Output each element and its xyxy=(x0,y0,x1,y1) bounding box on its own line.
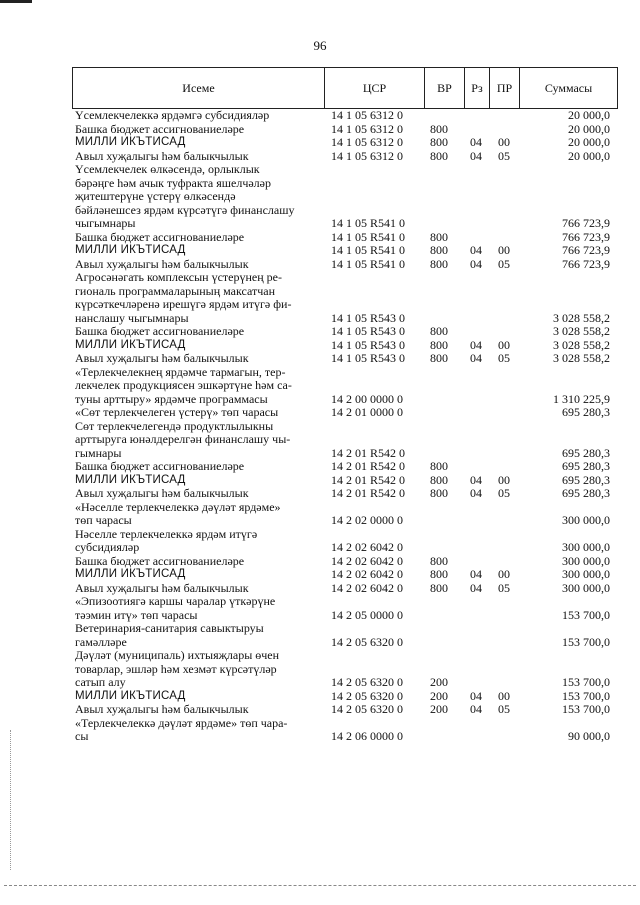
row-vr: 800 xyxy=(430,351,448,365)
row-name xyxy=(72,649,324,690)
row-name-line: Авыл хуҗалыгы һәм балыкчылык xyxy=(75,148,249,163)
row-pr: 00 xyxy=(498,688,510,703)
row-csr: 14 2 01 R542 0 xyxy=(331,472,406,487)
row-vr: 200 xyxy=(430,688,448,703)
row-name xyxy=(72,244,324,258)
row-name-line: Башка бюджет ассигнованиеләре xyxy=(75,553,245,568)
row-name xyxy=(72,231,324,245)
table-row xyxy=(72,339,618,353)
row-name xyxy=(72,717,324,744)
row-sum: 153 700,0 xyxy=(562,675,610,689)
row-csr: 14 1 05 6312 0 xyxy=(331,108,403,122)
table-row xyxy=(72,555,618,569)
row-sum: 3 028 558,2 xyxy=(553,351,610,365)
row-name-line: төп чарасы xyxy=(75,513,132,527)
row-name xyxy=(72,258,324,272)
row-name xyxy=(72,528,324,555)
row-name-line: Авыл хуҗалыгы һәм балыкчылык xyxy=(75,351,249,365)
row-rz: 04 xyxy=(470,688,482,703)
row-name-line: арттыруга юнәлдерелгән финанслашу чы- xyxy=(75,432,291,446)
row-vr: 800 xyxy=(430,580,448,595)
row-name-line: сатып алу xyxy=(75,675,126,689)
row-name-line: гымнары xyxy=(75,445,122,460)
row-csr: 14 2 02 6042 0 xyxy=(331,553,403,568)
row-vr: 800 xyxy=(430,486,448,500)
row-name-line: «Эпизоотиягә каршы чаралар үткәрүне xyxy=(75,594,276,608)
row-rz: 04 xyxy=(470,148,482,163)
row-csr: 14 2 01 R542 0 xyxy=(331,459,406,473)
row-vr: 800 xyxy=(430,472,448,487)
row-vr: 800 xyxy=(430,553,448,568)
row-name xyxy=(72,352,324,366)
row-sum: 20 000,0 xyxy=(568,121,610,136)
row-csr: 14 2 06 0000 0 xyxy=(331,729,403,743)
row-sum: 300 000,0 xyxy=(562,540,610,554)
table-row xyxy=(72,622,618,649)
row-csr: 14 1 05 R543 0 xyxy=(331,310,406,325)
row-sum: 153 700,0 xyxy=(562,688,610,703)
row-name-line: Дәүләт (муниципаль) ихтыяҗлары өчен xyxy=(75,648,280,662)
row-name-line: Үсемлекчелек өлкәсендә, орлыклык xyxy=(75,162,260,176)
row-pr: 05 xyxy=(498,702,510,716)
row-name xyxy=(72,420,324,461)
table-row xyxy=(72,123,618,137)
row-sum: 3 028 558,2 xyxy=(553,324,610,338)
row-sum: 766 723,9 xyxy=(562,229,610,244)
row-vr: 800 xyxy=(430,148,448,163)
row-name-line: Агросәнәгать комплексын үстерүнең ре- xyxy=(75,270,282,284)
row-csr: 14 1 05 R543 0 xyxy=(331,351,406,365)
row-csr: 14 2 02 6042 0 xyxy=(331,567,403,581)
table-row xyxy=(72,717,618,744)
table-row xyxy=(72,366,618,407)
row-pr: 00 xyxy=(498,243,510,257)
row-name-line: нанслашу чыгымнары xyxy=(75,310,189,325)
table-body xyxy=(72,109,618,744)
row-name-line: МИЛЛИ ИКЪТИСАД xyxy=(75,689,186,702)
row-csr: 14 1 05 6312 0 xyxy=(331,121,403,136)
table-row xyxy=(72,460,618,474)
row-sum: 300 000,0 xyxy=(562,553,610,568)
table-row xyxy=(72,325,618,339)
header-pr: ПР xyxy=(490,68,520,108)
header-csr: ЦСР xyxy=(325,68,425,108)
row-sum: 300 000,0 xyxy=(562,567,610,581)
row-pr: 00 xyxy=(498,337,510,352)
row-name-line: МИЛЛИ ИКЪТИСАД xyxy=(75,568,186,580)
table-row xyxy=(72,109,618,123)
row-name-line: сы xyxy=(75,729,89,743)
table-row xyxy=(72,595,618,622)
page-number: 96 xyxy=(313,38,327,53)
row-name xyxy=(72,109,324,123)
header-name: Исеме xyxy=(73,68,325,108)
row-csr: 14 2 01 R542 0 xyxy=(331,486,406,500)
row-name-line: «Терлекчелекнең ярдәмче тармагын, тер- xyxy=(75,364,286,379)
row-pr: 00 xyxy=(498,472,510,487)
row-sum: 695 280,3 xyxy=(562,472,610,487)
table-row xyxy=(72,420,618,461)
row-name xyxy=(72,487,324,501)
row-sum: 766 723,9 xyxy=(562,256,610,271)
row-pr: 00 xyxy=(498,135,510,149)
row-name xyxy=(72,325,324,339)
row-pr: 05 xyxy=(498,148,510,163)
scan-bottom-line xyxy=(4,885,636,886)
row-sum: 3 028 558,2 xyxy=(553,337,610,352)
row-csr: 14 1 05 6312 0 xyxy=(331,148,403,163)
row-name-line: «Нәселле терлекчелеккә дәүләт ярдәме» xyxy=(75,499,281,514)
table-row xyxy=(72,703,618,717)
row-csr: 14 1 05 R541 0 xyxy=(331,229,406,244)
row-name-line: Башка бюджет ассигнованиеләре xyxy=(75,229,245,244)
table-row xyxy=(72,501,618,528)
row-sum: 153 700,0 xyxy=(562,702,610,716)
row-name-line: МИЛЛИ ИКЪТИСАД xyxy=(75,244,186,256)
budget-table xyxy=(72,67,618,744)
row-csr: 14 1 05 R541 0 xyxy=(331,216,406,230)
row-vr: 800 xyxy=(430,256,448,271)
row-name xyxy=(72,568,324,582)
table-row xyxy=(72,136,618,150)
row-sum: 20 000,0 xyxy=(568,135,610,149)
row-vr: 800 xyxy=(430,459,448,473)
row-name-line: Авыл хуҗалыгы һәм балыкчылык xyxy=(75,486,249,500)
row-name-line: Сөт терлекчелегендә продуктлылыкны xyxy=(75,418,274,433)
row-name-line: лекчелек продукциясен эшкәртүне һәм са- xyxy=(75,378,292,392)
row-csr: 14 1 05 R541 0 xyxy=(331,243,406,257)
row-name xyxy=(72,271,324,325)
row-pr: 00 xyxy=(498,567,510,581)
row-name-line: Башка бюджет ассигнованиеләре xyxy=(75,324,245,338)
row-sum: 695 280,3 xyxy=(562,445,610,460)
row-name xyxy=(72,123,324,137)
row-name xyxy=(72,690,324,704)
row-csr: 14 2 01 R542 0 xyxy=(331,445,406,460)
table-row xyxy=(72,150,618,164)
row-name-line: товарлар, эшләр һәм хезмәт күрсәтүләр xyxy=(75,661,277,676)
scan-corner-mark xyxy=(0,0,32,3)
row-csr: 14 2 05 6320 0 xyxy=(331,702,403,716)
row-name-line: күрсәткечләренә ирешүгә ярдәм итүгә фи- xyxy=(75,297,292,311)
table-row xyxy=(72,487,618,501)
row-rz: 04 xyxy=(470,243,482,257)
row-name xyxy=(72,150,324,164)
row-sum: 153 700,0 xyxy=(562,607,610,622)
row-rz: 04 xyxy=(470,135,482,149)
row-vr: 800 xyxy=(430,243,448,257)
row-sum: 300 000,0 xyxy=(562,580,610,595)
row-name xyxy=(72,555,324,569)
table-row xyxy=(72,582,618,596)
row-pr: 05 xyxy=(498,256,510,271)
row-name xyxy=(72,406,324,420)
row-name-line: Авыл хуҗалыгы һәм балыкчылык xyxy=(75,702,249,716)
row-name-line: Башка бюджет ассигнованиеләре xyxy=(75,121,245,136)
row-csr: 14 2 05 6320 0 xyxy=(331,634,403,649)
row-vr: 800 xyxy=(430,229,448,244)
row-sum: 90 000,0 xyxy=(568,729,610,743)
table-row xyxy=(72,690,618,704)
row-csr: 14 1 05 R543 0 xyxy=(331,324,406,338)
row-name-line: чыгымнары xyxy=(75,216,136,230)
row-name-line: Авыл хуҗалыгы һәм балыкчылык xyxy=(75,256,249,271)
row-rz: 04 xyxy=(470,351,482,365)
row-name-line: «Терлекчелеккә дәүләт ярдәме» төп чара- xyxy=(75,715,288,730)
table-row xyxy=(72,568,618,582)
row-name-line: МИЛЛИ ИКЪТИСАД xyxy=(75,136,186,148)
row-csr: 14 2 05 6320 0 xyxy=(331,675,403,689)
row-rz: 04 xyxy=(470,567,482,581)
table-row xyxy=(72,163,618,231)
row-sum: 300 000,0 xyxy=(562,513,610,527)
row-pr: 05 xyxy=(498,351,510,365)
table-row xyxy=(72,649,618,690)
row-csr: 14 2 02 6042 0 xyxy=(331,580,403,595)
table-row xyxy=(72,231,618,245)
row-name xyxy=(72,339,324,353)
row-name-line: бәрәңге һәм ачык туфракта яшелчәләр xyxy=(75,175,271,190)
row-pr: 05 xyxy=(498,486,510,500)
row-name-line: МИЛЛИ ИКЪТИСАД xyxy=(75,473,186,486)
header-sum: Суммасы xyxy=(544,81,593,95)
table-row xyxy=(72,528,618,555)
row-name xyxy=(72,703,324,717)
row-csr: 14 1 05 R543 0 xyxy=(331,337,406,352)
row-rz: 04 xyxy=(470,337,482,352)
row-name-line: МИЛЛИ ИКЪТИСАД xyxy=(75,338,186,351)
row-name xyxy=(72,366,324,407)
row-rz: 04 xyxy=(470,256,482,271)
row-name xyxy=(72,501,324,528)
row-name-line: Нәселле терлекчелеккә ярдәм итүгә xyxy=(75,526,258,541)
row-name-line: Авыл хуҗалыгы һәм балыкчылык xyxy=(75,580,249,595)
row-csr: 14 2 05 6320 0 xyxy=(331,688,403,703)
row-name-line: «Сөт терлекчелеген үстерү» төп чарасы xyxy=(75,405,279,419)
row-sum: 1 310 225,9 xyxy=(553,391,610,406)
table-row xyxy=(72,352,618,366)
scan-margin-dots xyxy=(10,730,13,870)
row-name xyxy=(72,622,324,649)
row-vr: 800 xyxy=(430,324,448,338)
row-vr: 800 xyxy=(430,567,448,581)
row-sum: 20 000,0 xyxy=(568,148,610,163)
row-csr: 14 2 02 6042 0 xyxy=(331,540,403,554)
table-row xyxy=(72,406,618,420)
row-name-line: Ветеринария-санитария савыктыруы xyxy=(75,621,264,635)
row-csr: 14 1 05 6312 0 xyxy=(331,135,403,149)
row-vr: 800 xyxy=(430,135,448,149)
row-name-line: субсидияләр xyxy=(75,540,140,554)
row-sum: 766 723,9 xyxy=(562,243,610,257)
row-name xyxy=(72,163,324,231)
row-name-line: Башка бюджет ассигнованиеләре xyxy=(75,459,245,473)
row-name-line: гамәлләре xyxy=(75,634,127,649)
header-vr: ВР xyxy=(425,68,465,108)
row-csr: 14 2 05 0000 0 xyxy=(331,607,403,622)
table-row xyxy=(72,244,618,258)
row-vr: 200 xyxy=(430,702,448,716)
row-name-line: тәэмин итү» төп чарасы xyxy=(75,607,198,622)
row-name-line: гиональ программаларының максатчан xyxy=(75,283,276,298)
row-sum: 695 280,3 xyxy=(562,405,610,419)
row-sum: 153 700,0 xyxy=(562,634,610,649)
row-name xyxy=(72,460,324,474)
row-rz: 04 xyxy=(470,472,482,487)
row-sum: 3 028 558,2 xyxy=(553,310,610,325)
row-rz: 04 xyxy=(470,580,482,595)
row-vr: 800 xyxy=(430,337,448,352)
row-name-line: Үсемлекчелеккә ярдәмгә субсидияләр xyxy=(75,108,270,122)
row-name-line: җитештерүне үстерү өлкәсендә xyxy=(75,189,236,203)
row-rz: 04 xyxy=(470,486,482,500)
row-name xyxy=(72,474,324,488)
row-pr: 05 xyxy=(498,580,510,595)
table-row xyxy=(72,258,618,272)
row-name-line: бәйләнешсез ярдәм күрсәтүгә финанслашу xyxy=(75,202,295,217)
row-name xyxy=(72,136,324,150)
row-vr: 200 xyxy=(430,675,448,689)
row-csr: 14 2 01 0000 0 xyxy=(331,405,403,419)
row-sum: 695 280,3 xyxy=(562,486,610,500)
row-rz: 04 xyxy=(470,702,482,716)
row-name xyxy=(72,582,324,596)
row-name-line: туны арттыру» ярдәмче программасы xyxy=(75,391,268,406)
row-csr: 14 2 00 0000 0 xyxy=(331,391,403,406)
row-sum: 695 280,3 xyxy=(562,459,610,473)
table-header xyxy=(72,67,618,109)
row-csr: 14 2 02 0000 0 xyxy=(331,513,403,527)
row-sum: 766 723,9 xyxy=(562,216,610,230)
row-csr: 14 1 05 R541 0 xyxy=(331,256,406,271)
table-row xyxy=(72,271,618,325)
row-name xyxy=(72,595,324,622)
header-rz: Рз xyxy=(465,68,490,108)
row-sum: 20 000,0 xyxy=(568,108,610,122)
row-vr: 800 xyxy=(430,121,448,136)
table-row xyxy=(72,474,618,488)
